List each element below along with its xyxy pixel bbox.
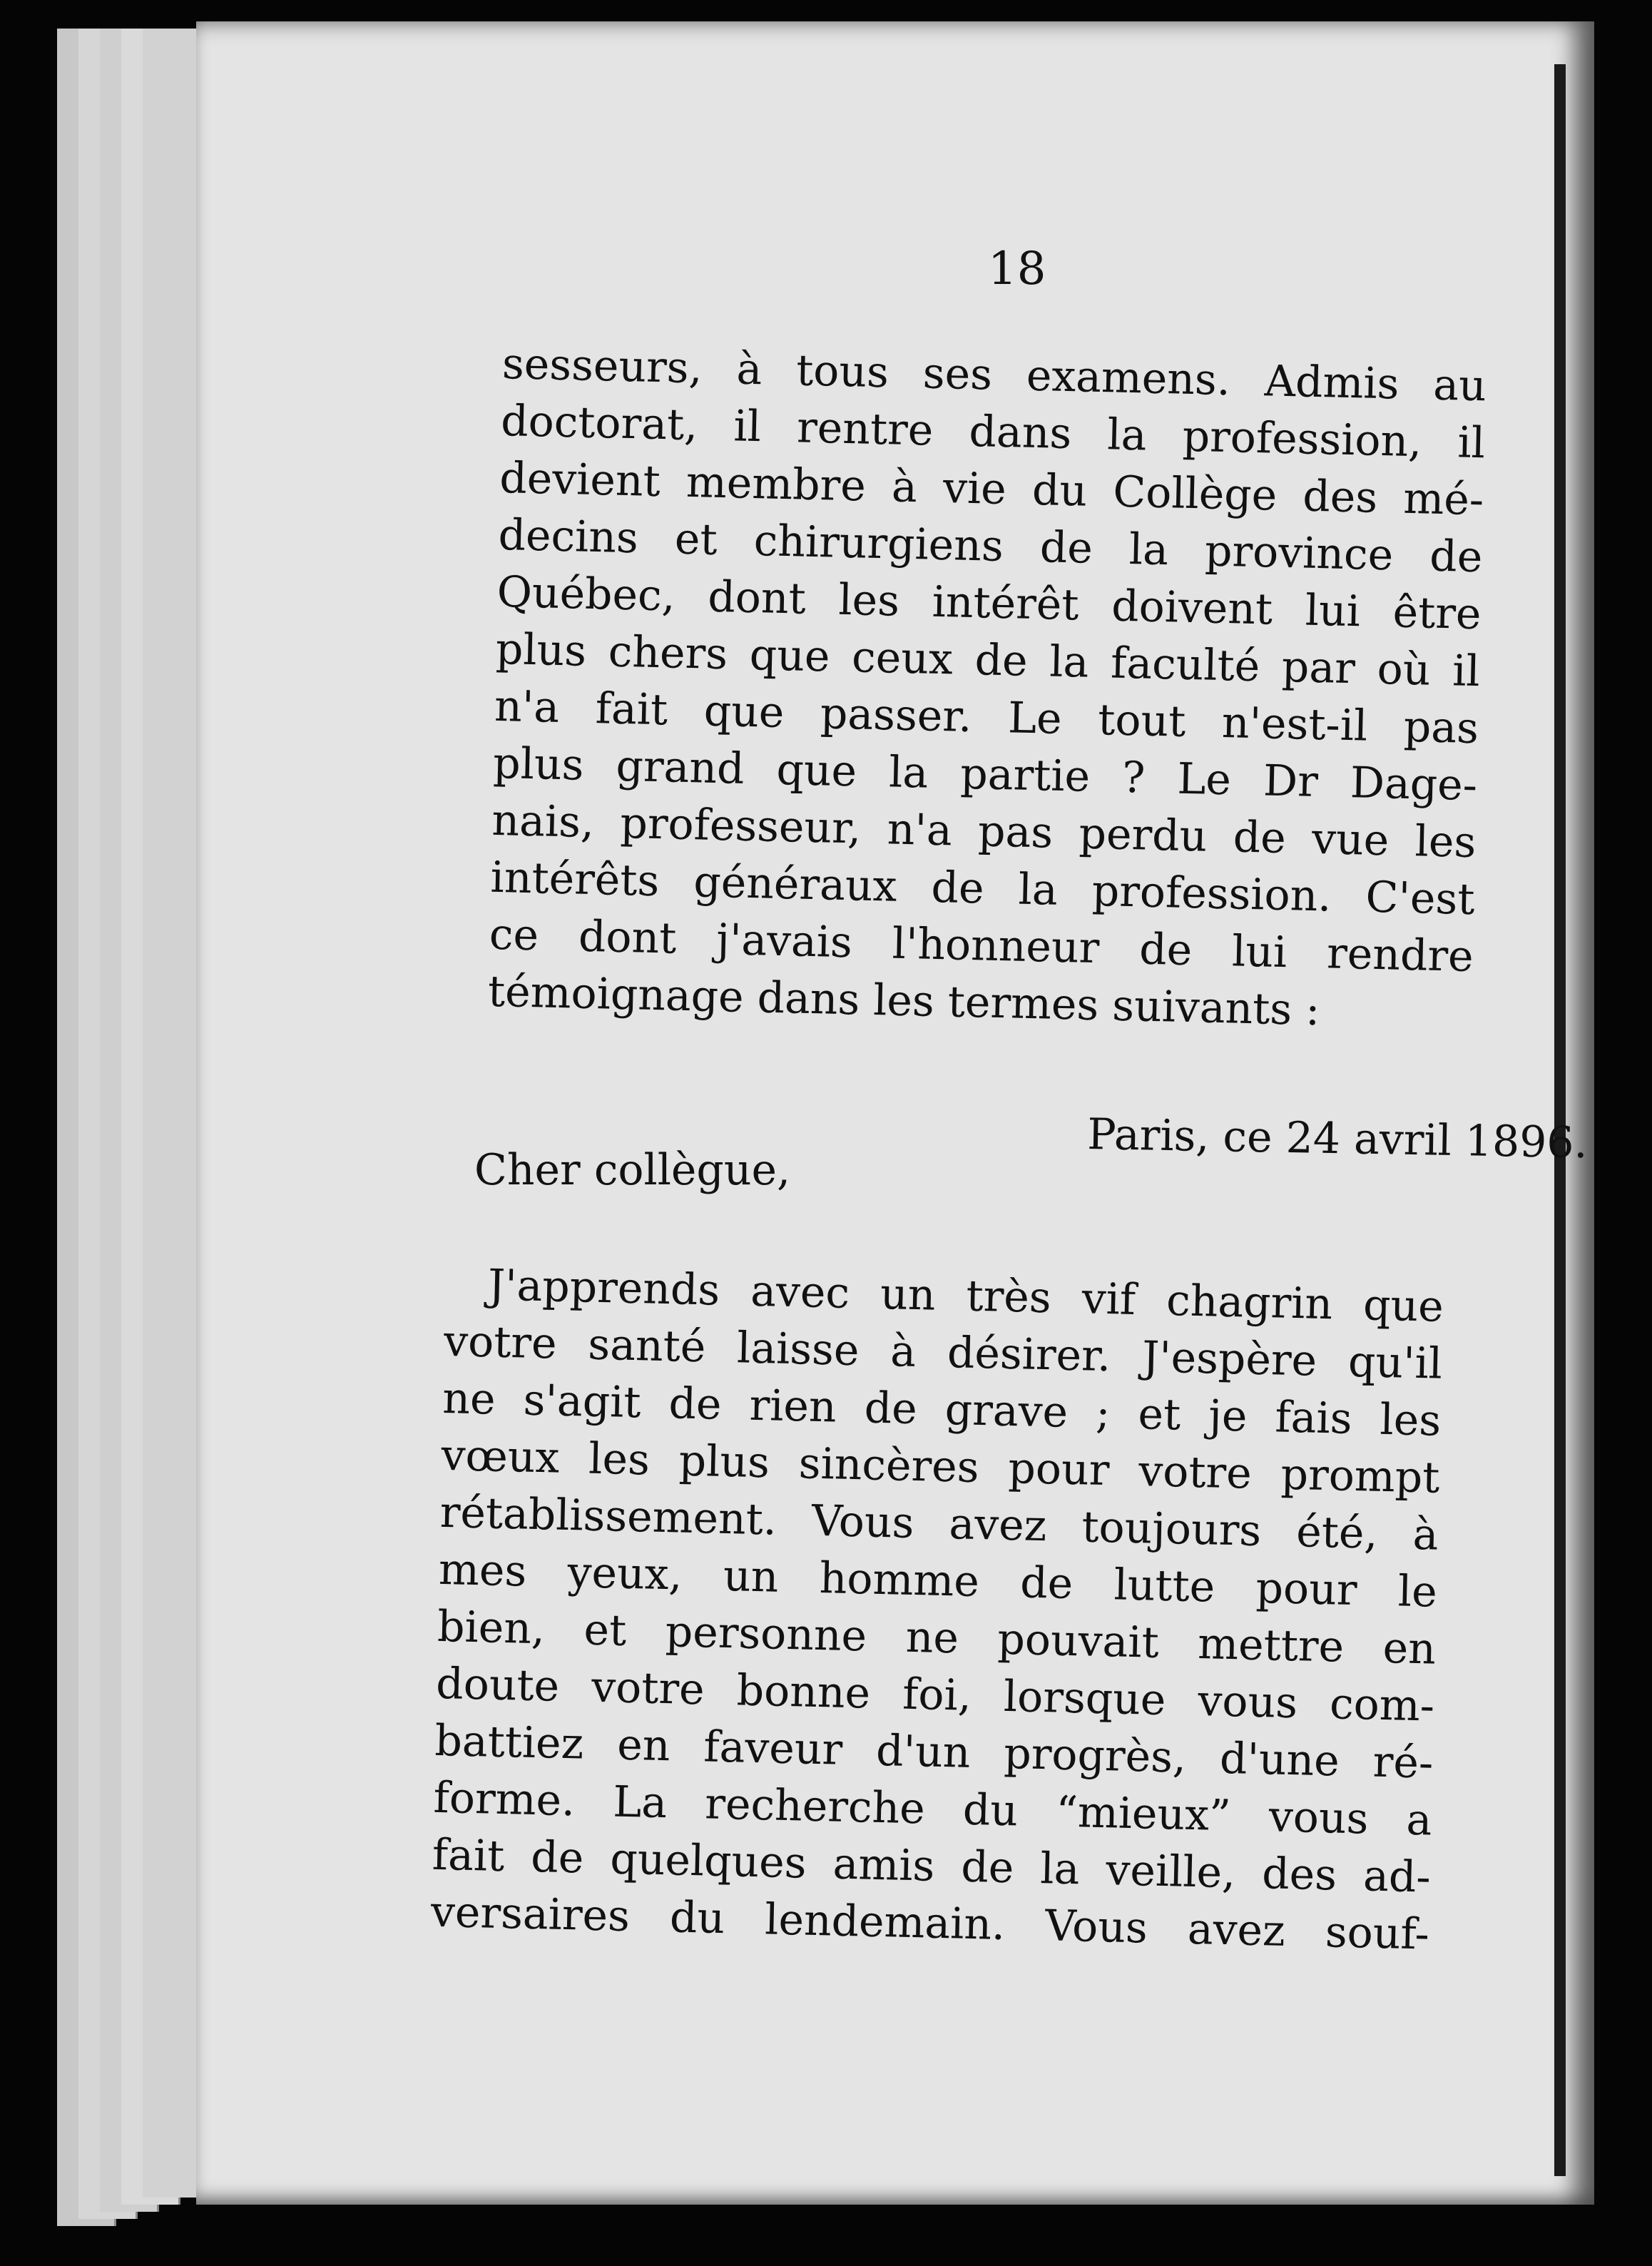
paragraph-intro [487,335,1487,1042]
page-number: 18 [988,243,1046,295]
text-line: devient membre à vie du Collège des mé- [499,452,1484,526]
text-line: intérêts généraux de la profession. C'est [489,852,1476,925]
text-line: vœux les plus sincères pour votre prompt [440,1430,1441,1503]
letter-dateline: Paris, ce 24 avril 1896. [1086,1109,1589,1169]
text-line: n'a fait que passer. Le tout n'est-il pas [494,681,1479,754]
text-line: votre santé laisse à désirer. J'espère qu'il [443,1316,1443,1389]
letter-salutation: Cher collègue, [474,1145,791,1195]
text-line: plus chers que ceux de la faculté par où il [495,624,1481,697]
text-line: bien, et personne ne pouvait mettre en [437,1601,1437,1675]
text-line: J'apprends avec un très vif chagrin que [487,1260,1444,1332]
text-line: doctorat, il rentre dans la profession, il [500,395,1486,469]
book-page [196,21,1594,2205]
text-line: forme. La recherche du “mieux” vous a [432,1772,1433,1846]
text-line: Québec, dont les intérêt doivent lui être [496,566,1482,640]
text-line: ce dont j'avais l'honneur de lui rendre [489,909,1474,982]
text-line: plus grand que la partie ? Le Dr Dage- [492,738,1478,811]
text-line: fait de quelques amis de la veille, des ad- [432,1829,1432,1903]
text-line: rétablissement. Vous avez toujours été, à [439,1487,1439,1560]
text-line: nais, professeur, n'a pas perdu de vue les [491,795,1477,868]
text-line: sesseurs, à tous ses examens. Admis au [501,338,1487,412]
text-line: mes yeux, un homme de lutte pour le [438,1544,1438,1617]
text-line: versaires du lendemain. Vous avez souf- [430,1886,1430,1960]
paragraph-letter [430,1256,1444,1963]
text-line: doute votre bonne foi, lorsque vous com- [435,1658,1435,1732]
text-line: battiez en faveur d'un progrès, d'une ré- [434,1715,1434,1789]
text-line: témoignage dans les termes suivants : [487,966,1321,1036]
page-edge [143,29,202,2198]
text-line: ne s'agit de rien de grave ; et je fais les [442,1373,1442,1446]
text-line: decins et chirurgiens de la province de [497,509,1484,583]
